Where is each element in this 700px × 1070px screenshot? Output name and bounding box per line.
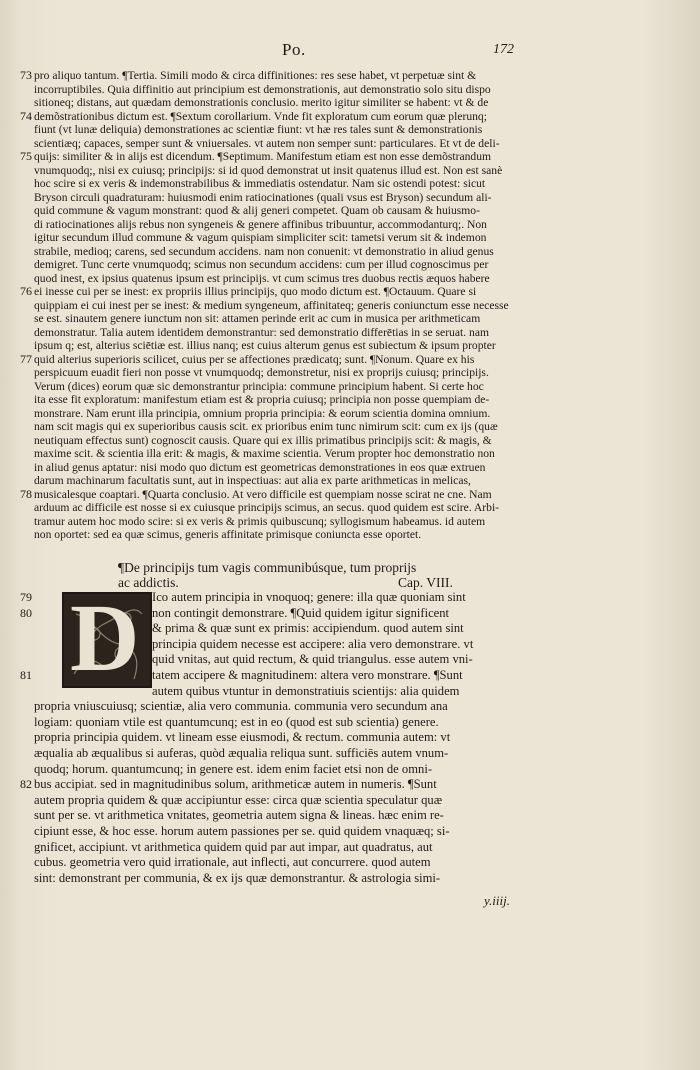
text-line: sunt per se. vt arithmetica vnitates, geometria autem signa & lineas. hæc enim re- — [34, 808, 444, 823]
text-line: pro aliquo tantum. ¶Tertia. Simili modo & circa diffinitiones: res sese habet, vt perpetuæ sint & — [34, 69, 477, 82]
ornamental-initial — [62, 584, 152, 691]
text-line: cipiunt esse, & hoc esse. horum autem passiones per se. quid quidem vnaquæq; si- — [34, 824, 450, 838]
text-line: musicalesque coaptari. ¶Quarta conclusio. At vero difficile est quempiam nosse scirat ne cne. Nam — [34, 487, 492, 501]
margin-number: 79 — [20, 590, 32, 604]
heading-line-1: ¶De principijs tum vagis communibúsque, tum proprijs — [118, 560, 417, 575]
text-line: quid alterius superioris scilicet, cuius per se affectiones prædicatq; sunt. ¶Nonum. Quare ex his — [34, 352, 475, 366]
text-line: ei inesse cui per se inest: ex propriis illius principijs, quo modo dictum est. ¶Octauum. Quare si — [34, 285, 477, 298]
text-line: se est. sinautem genere iunctum non sit: attamen perinde erit ac cum in musica per arithmeticam — [34, 312, 481, 325]
text-line: cubus. geometria vero quid irrationale, aut inflecti, aut concurrere. quod autem — [34, 855, 431, 870]
text-line: quid vnitas, aut quid rectum, & quid triangulus. esse autem vni- — [152, 652, 473, 667]
text-line: nam scit magis qui ex superioribus causis scit. ex prioribus enim tunc nimirum scit: cum ex ijs (quæ — [34, 420, 498, 433]
margin-number: 80 — [20, 605, 32, 620]
heading-line-2: ac addictis. — [118, 575, 179, 590]
signature-mark: y.iiij. — [484, 893, 510, 908]
margin-number: 81 — [20, 668, 32, 682]
text-line: sitioneq; distans, aut quædam demonstrationis conclusio. merito igitur similiter se habent: vt & de — [34, 96, 489, 109]
text-line: tatem accipere & magnitudinem: altera vero monstrare. ¶Sunt — [152, 668, 463, 682]
text-line: Verum (dices) eorum quæ sic demonstrantur principia: commune principium habent. Si certe hoc — [34, 379, 484, 393]
text-line: hoc scire si ex veris & indemonstrabilibus & immediatis ostendatur. Nam sic ostendi potest: sicut — [34, 177, 486, 190]
initial-letter: D — [70, 584, 140, 691]
text-line: tramur autem hoc modo scire: si ex veris & primis quibuscunq; syllogismum habeamus. id autem — [34, 514, 486, 528]
chapter-number: Cap. VIII. — [398, 575, 453, 590]
text-line: monstrare. Nam erunt illa principia, omnium propria principia: & eorum scientia domina omnium. — [34, 406, 491, 420]
text-line: demigret. Tunc certe vnumquodq; scimus non secundum accidens: cum per illud cognoscimus per — [34, 258, 489, 271]
text-line: logiam: quoniam vtile est quantumcunq; est in eo (quod est sub scientia) genere. — [34, 714, 439, 729]
text-line: autem propria quidem & quæ accipiuntur esse: circa quæ scientia speculatur quæ — [34, 792, 443, 807]
text-line: arduum ac difficile est nosse si ex cuiusque principijs scimus, an secus. quod quidem est scire. Arbi- — [34, 501, 500, 514]
text-line: di ratiocinationes alijs rebus non syngeneis & genere affinibus tribuuntur, accommodanturq;. Non — [34, 217, 487, 231]
text-line: quid commune & vagum monstrant: quod & alij generi competet. Quam ob causam & huiusmo- — [34, 204, 480, 217]
text-line: propria vniuscuiusq; scientiæ, alia vero communia. communia vero secundum ana — [34, 699, 448, 714]
text-line: darum machinarum facultatis sunt, aut in inspectiuas: aut alia ex parte arithmeticas in melicas, — [34, 474, 471, 487]
margin-number: 82 — [20, 777, 32, 792]
text-line: maxime scit. & scientia illa erit: & magis, & maxime scientia. Verum propter hoc demonstratio non — [34, 447, 495, 460]
text-line: quippiam ei cui inest per se inest: & medium syngeneum, affinitateq; generis coniunctum esse necesse — [34, 298, 509, 312]
text-line: fiunt (vt lunæ deliquia) demonstrationes ac scientiæ fiunt: vt hæ res tales sunt & demonstrationis — [34, 123, 483, 136]
text-line: propria principia quidem. vt lineam esse eiusmodi, & rectum. communia autem: vt — [34, 730, 451, 745]
text-line: vnumquodq;, nisi ex cuiusq; principijs: si id quod demonstrat ut insit quatenus illud est. Non est sanè — [34, 163, 503, 177]
text-line: incorruptibiles. Quia diffinitio aut principium est demonstrationis, aut demonstratio solo situ dispo — [34, 82, 491, 96]
text-line: Ico autem principia in vnoquoq; genere: illa quæ quoniam sint — [152, 590, 466, 604]
text-line: ipsum q; est, alterius sciētiæ est. illius nanq; est cuius alterum genus est subiectum & ipsum propter — [34, 339, 496, 352]
text-line: neutiquam effectus sunt) cognoscit causis. Quare qui ex illis primatibus principijs scit: & magis, & — [34, 433, 492, 447]
text-line: quod inest, ex ipsius quatenus ipsum est principijs. vt cum scimus tres duobus rectis æquos habere — [34, 271, 490, 285]
margin-number: 74 — [20, 108, 32, 123]
text-line: gnificet, accipiunt. vt arithmetica quidem quid par aut impar, aut quadratus, aut — [34, 839, 433, 854]
text-line: demõstrationibus dictum est. ¶Sextum corollarium. Vnde fit exploratum cum eorum quæ plerunq; — [34, 109, 487, 123]
text-line: sint: demonstrant per communia, & ex ijs quæ demonstrantur. & astrologia simi- — [34, 870, 441, 885]
text-line: scientiæq; capaces, semper sunt & vniuersales. vt autem non semper sunt: particulares. Et vt de deli- — [34, 136, 500, 150]
margin-number: 73 — [20, 68, 32, 82]
page-edge-shadow — [644, 0, 700, 1070]
running-head: Po. — [282, 40, 306, 59]
text-line: quodq; horum. quantumcunq; in genere est. idem enim faciet etsi non de omni- — [34, 761, 433, 776]
text-line: quijs: similiter & in alijs est dicendum. ¶Septimum. Manifestum etiam est non esse demõstrandum — [34, 150, 492, 163]
margin-number: 75 — [20, 149, 32, 163]
text-line: strabile, medioq; carens, sed secundum accidens. nam non conuenit: vt demonstratio in aliud genus — [34, 244, 494, 258]
text-line: Bryson circuli quadraturam: huiusmodi enim ratiocinationes (quali vsus est Bryson) secundum ali- — [34, 190, 492, 204]
page-header — [0, 40, 700, 66]
text-line: ita esse fit exploratum: manifestum etiam est & propria cuiusq; principia non posse quempiam de- — [34, 393, 490, 406]
text-line: bus accipiat. sed in magnitudinibus solum, arithmeticæ autem in numeris. ¶Sunt — [34, 777, 437, 792]
text-line: demonstratur. Talia autem identidem demonstrantur: sed demonstratio differētias in se seruat. nam — [34, 325, 489, 339]
text-line: & prima & quæ sunt ex primis: accipiendum. quod autem sint — [152, 621, 464, 636]
text-line: perspicuum euadit fieri non posse vt vnumquodq; demonstretur, nisi ex proprijs cuiusq; principijs. — [34, 366, 489, 379]
text-line: non contingit demonstrare. ¶Quid quidem igitur significent — [152, 605, 450, 620]
folio-number: 172 — [493, 42, 514, 57]
text-line: principia quidem necesse est accipere: alia vero demonstrare. vt — [152, 636, 474, 651]
text-line: æqualia ab æqualibus si auferas, quòd æqualia reliqua sunt. sufficiēs autem vnum- — [34, 746, 449, 760]
text-line: in aliud genus aptatur: nisi modo quo dictum est geometricas demonstrationes in eos quæ extruen — [34, 460, 486, 474]
text-line: non oportet: sed ea quæ scimus, generis affinitate primisque coniuncta esse oportet. — [34, 528, 422, 541]
margin-number: 77 — [20, 351, 32, 366]
margin-number: 76 — [20, 284, 32, 298]
text-line: autem quibus vtuntur in demonstratiuis scientijs: alia quidem — [152, 683, 460, 698]
text-line: igitur secundum illud commune & vagum quispiam simpliciter scit: tametsi verum sit & indemon — [34, 231, 487, 244]
margin-number: 78 — [20, 486, 32, 501]
chapter-heading — [118, 560, 568, 590]
